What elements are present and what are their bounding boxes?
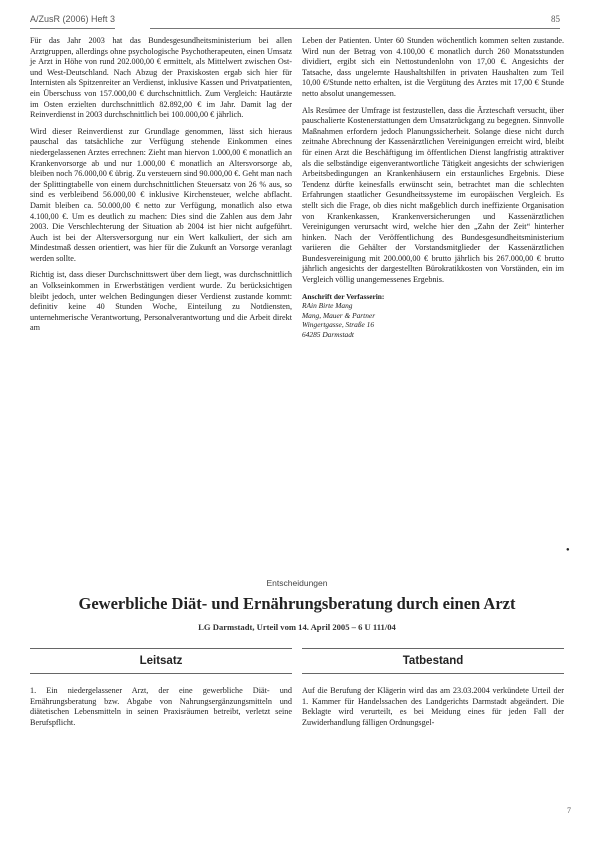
address-line: RAin Birte Mang xyxy=(302,301,353,311)
paragraph: Leben der Patienten. Unter 60 Stunden wöchentlich kommen selten zustande. Wird nun der Betrag von 4.100,00 € monatlich durch 260 Monatsstunden dividiert, ergibt sich ein Nettostundenlohn von 17,00 €. Angesichts der Tatsache, dass ungelernte Haushaltshilfen in privaten Haushalten zum Teil 10,00 €/Stunde netto erhalten, ist die Vergütung des Arztes mit 17,00 € Stunde netto absolut unangemessen. xyxy=(302,36,564,98)
article-title: Gewerbliche Diät- und Ernährungsberatung durch einen Arzt xyxy=(78,594,516,613)
header-rule-right xyxy=(150,28,560,29)
paragraph: Für das Jahr 2003 hat das Bundesgesundheitsministerium bei allen Arztgruppen, allerdings ohne psychologische Psychotherapeuten, einen Umsatz je Arzt in Höhe von rund 202.000,00 € ermittelt, als Mittelwert zwischen Ost- und West-Deutschland. Nach Abzug der Praxiskosten ergab sich hier für Internisten als Spitzenreiter an Verdienst, inklusive Kassen und Privatpatienten, ein Überschuss von 157.000,00 € durchschnittlich. Zum Vergleich: Hautärzte im Osten erzielten durchschnittlich 82.892,00 € im Jahr. Damit lag der Reinverdienst in 2003 durchschnittlich bei 100.000,00 € jährlich. xyxy=(30,36,292,120)
paragraph: 1. Ein niedergelassener Arzt, der eine gewerbliche Diät- und Ernährungsberatung bzw. Abgabe von Nahrungsergänzungsmitteln und diätetischen Lebensmitteln in seinen Praxisräumen betreibt, verletzt seine Berufspflicht. xyxy=(30,686,292,727)
running-header xyxy=(30,14,560,28)
address-line: Mang, Mauer & Partner xyxy=(302,310,376,320)
author-address xyxy=(302,292,564,340)
tatbestand-heading: Tatbestand xyxy=(302,648,564,674)
header-rule-left xyxy=(30,28,115,29)
leitsatz-text xyxy=(30,686,292,734)
right-text-column xyxy=(302,36,564,340)
paragraph: Als Resümee der Umfrage ist festzustellen, dass die Ärzteschaft versucht, über pauschalierte Kostenerstattungen dem Umsatzrückgang zu begegnen. Sinnvolle Maßnahmen erfordern jedoch Planungssicherheit. Solange diese nicht durch zeitnahe Abrechnung der Kassenärztlichen Vereinigungen erreicht wird, bleibt für einen Arzt die Beschäftigung im öffentlichen Dienst langfristig attraktiver als die selbständige eigenverantwortliche Tätigkeit angesichts der schwierigen Arbeitsbedingungen an Krankenhäusern ein erstaunliches Ergebnis. Diese Tendenz dürfte keinesfalls erwünscht sein, betrachtet man die schlechten Erfahrungen staatlicher Gesundheitssysteme im europäischen Vergleich. Es stellt sich die Frage, ob dies nicht maßgeblich durch ineffiziente Organisation von Krankenkassen, Krankenversicherungen und Kassenärztlichen Vereinigungen verursacht wird, welche hier den „Zahn der Zeit“ hinterher hinken. Nach der Veröffentlichung des Bundesgesundheitsministerium variieren die Gehälter der Vorstandsmitglieder der Kassenärztlichen Bundesvereinigung mit 200.000,00 € brutto jährlich bis 267.000,00 € brutto jährlich angesichts der dargestellten Bürokratikkosten von Vorständen, ein im Vergleich völlig unangemessenes Ergebnis. xyxy=(302,105,564,285)
left-text-column xyxy=(30,36,292,340)
address-label: Anschrift der Verfasserin: xyxy=(302,291,385,301)
tatbestand-text xyxy=(302,686,564,734)
paragraph: Auf die Berufung der Klägerin wird das am 23.03.2004 verkündete Urteil der 1. Kammer für Handelssachen des Landgerichts Darmstadt abgeändert. Die Beklagte wird verurteilt, es bei Meidung eines für jeden Fall der Zuwiderhandlung fälligen Ordnungsgel- xyxy=(302,686,564,727)
address-line: Wingertgasse, Straße 16 xyxy=(302,320,375,330)
court-reference: LG Darmstadt, Urteil vom 14. April 2005 – 6 U 111/04 xyxy=(198,622,396,632)
paragraph: Richtig ist, dass dieser Durchschnittswert über dem liegt, was durchschnittlich an Volkseinkommen in Erwerbstätigen verdient wurde. Zu berücksichtigen bleibt jedoch, unter welchen Bedingungen dieser Verdienst zustande kommt: definitiv keine 40 Stunden Woche, Einteilung zu Notdiensten, unternehmerische Verantwortung, Personalverantwortung und die Arbeit direkt am xyxy=(30,270,292,333)
page-number: 85 xyxy=(551,14,560,24)
section-label: Entscheidungen xyxy=(266,578,328,588)
address-line: 64285 Darmstadt xyxy=(302,330,354,340)
leitsatz-heading: Leitsatz xyxy=(30,648,292,674)
journal-reference: A/ZusR (2006) Heft 3 xyxy=(30,14,116,24)
page-marker: 7 xyxy=(567,806,571,815)
end-bullet-icon: ● xyxy=(566,547,570,553)
paragraph: Wird dieser Reinverdienst zur Grundlage genommen, lässt sich hieraus pauschal das tatsächliche zur Verfügung stehende Einkommen eines niedergelassenen Arztes errechnen: Zieht man hiervon 1.000,00 € monatlich an Krankenvorsorge ab und nur 1.000,00 € monatlich an Altersvorsorge ab, bleiben noch 76.000,00 € übrig. Zu versteuern sind 90.000,00 €. Geht man nach der Splittingtabelle von einem durchschnittlichen Steuersatz von 26 % aus, so sind es verbleibend 56.000,00 € inklusive Kirchensteuer, welche abflacht. Damit bleiben ca. 50.000,00 € netto zur Verfügung, monatlich also etwa 4.100,00 €. Um es deutlich zu machen: Dies sind die Zahlen aus dem Jahr 2003. Die Verschlechterung der Situation ab 2004 ist hier nicht aufgeführt. Auch ist bei der Altersversorgung nur ein Wert kalkuliert, der sich am Mindestmaß dessen orientiert, was hier für die Zukunft an Vorsorge veranlagt werden sollte. xyxy=(30,126,292,263)
